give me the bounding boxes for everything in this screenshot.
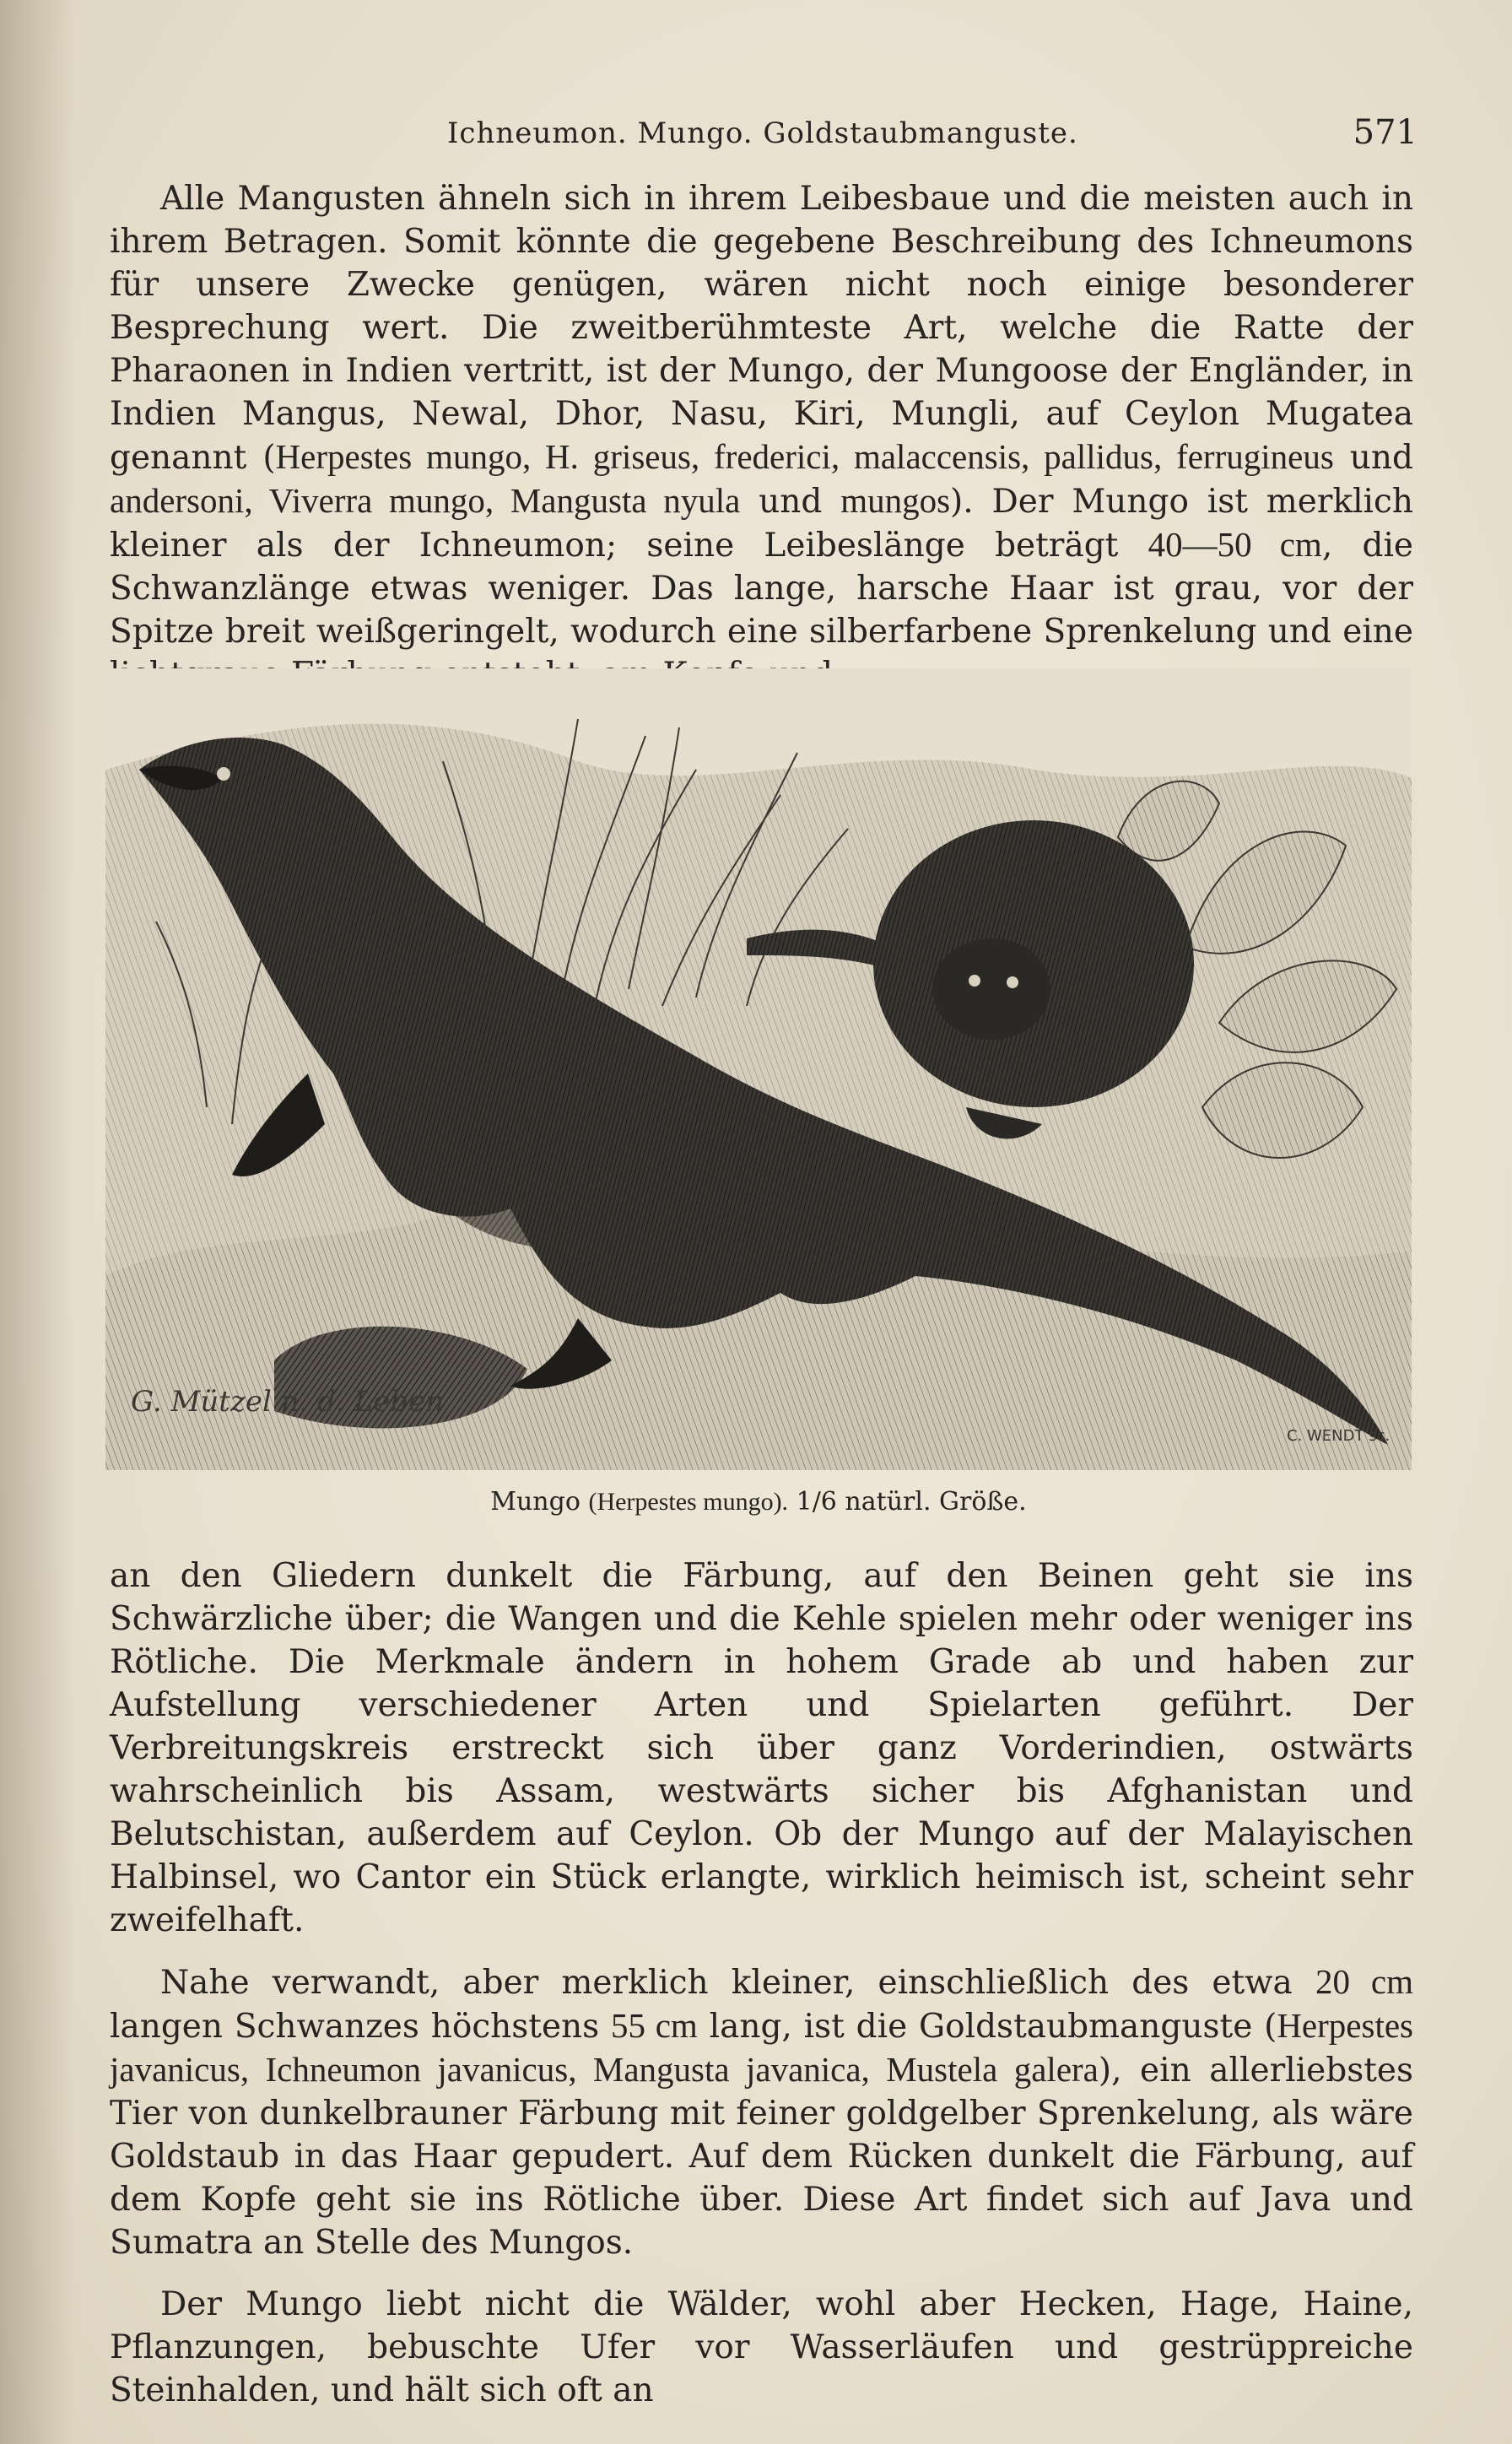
mungo-engraving [105,668,1412,1470]
latin-text-run: 55 cm [611,2006,698,2045]
paragraph [110,1555,1413,1942]
text-run: ), ein allerliebstes Tier von dunkelbrauner Färbung mit feiner goldgelber Sprenkelung, als wäre Goldstaub in das Haar gepudert. Auf dem Rücken dunkelt die Färbung, auf dem Kopfe geht sie ins Rötliche über. Diese Art findet sich auf Java und Sumatra an Stelle des Mungos. [110,2052,1413,2262]
paragraph [110,177,1413,696]
text-run: und [1333,439,1414,477]
latin-text-run: 20 cm [1315,1962,1413,2001]
figure-caption [105,1487,1412,1517]
text-run: ). Der Mungo ist merklich kleiner als der Ichneumon; seine Leibeslänge beträgt [110,483,1413,565]
text-run: Der Mungo liebt nicht die Wälder, wohl aber Hecken, Hage, Haine, Pflanzungen, bebuschte Ufer vor Wasserläufen und gestrüppreiche Steinhalden, und hält sich oft an [110,2285,1413,2409]
text-run: Alle Mangusten ähneln sich in ihrem Leibesbaue und die meisten auch in ihrem Betragen. Somit könnte die gegebene Beschreibung des Ichneumons für unsere Zwecke genügen, wären nicht noch einige besonderer Besprechung wert. Die zweitberühmteste Art, welche die Ratte der Pharaonen in Indien vertritt, ist der Mungo, der Mungoose der Engländer, in Indien Mangus, Newal, Dhor, Nasu, Kiri, Mungli, auf Ceylon Mugatea genannt ( [110,180,1413,477]
latin-text-run: Herpestes mungo, H. griseus, frederici, malaccensis, pallidus, ferrugineus [275,437,1334,476]
text-run: Nahe verwandt, aber merklich kleiner, einschließlich des etwa [160,1964,1315,2002]
caption-name: Mungo [490,1487,580,1517]
text-run: , die Schwanzlänge etwas weniger. Das lange, harsche Haar ist grau, vor der Spitze breit weißgeringelt, wodurch eine silberfarbene Sprenkelung und eine [110,527,1414,651]
latin-text-run: andersoni, Viverra mungo, Mangusta nyula [110,481,741,520]
gutter-shadow [0,0,76,2444]
text-run: und [740,483,841,521]
caption-scale: 1/6 natürl. Größe. [796,1487,1027,1517]
latin-text-run: mungos [840,481,951,520]
body-text-bottom [110,1555,1413,2412]
text-run: langen Schwanzes höchstens [110,2008,612,2046]
paragraph [110,1960,1413,2264]
latin-text-run: 40—50 cm [1148,525,1322,564]
caption-latin: (Herpestes mungo). [588,1488,789,1516]
page-header [110,111,1418,162]
body-text-top [110,177,1413,696]
text-run: an den Gliedern dunkelt die Färbung, auf den Beinen geht sie ins Schwärzliche über; die Wangen und die Kehle spielen mehr oder weniger ins Rötliche. Die Merkmale ändern in hohem Grade ab und haben zur Aufstellung verschiedener Arten und Spielarten geführt. Der Verbreitungskreis erstreckt sich über ganz Vorderindien, ostwärts wahrscheinlich bis Assam, westwärts sicher bis Afghanistan und Belutschistan, außerdem auf Ceylon. Ob der Mungo auf der Malayischen Halbinsel, wo Cantor ein Stück erlangte, wirklich heimisch ist, scheint sehr zweifelhaft. [110,1557,1413,1939]
text-run: lang, ist die Goldstaubmanguste ( [697,2008,1277,2046]
engraver-signature: C. WENDT sc. [1287,1427,1390,1445]
latin-text-run: Herpestes javanicus, Ichneumon javanicus, Mangusta javanica, Mustela galera [110,2006,1413,2089]
page-number: 571 [1353,113,1418,152]
running-title: Ichneumon. Mungo. Goldstaubmanguste. [447,116,1078,150]
paragraph [110,2283,1413,2412]
artist-signature: G. Mützel n. d. Leben [131,1385,445,1419]
mungo-illustration [105,668,1412,1470]
